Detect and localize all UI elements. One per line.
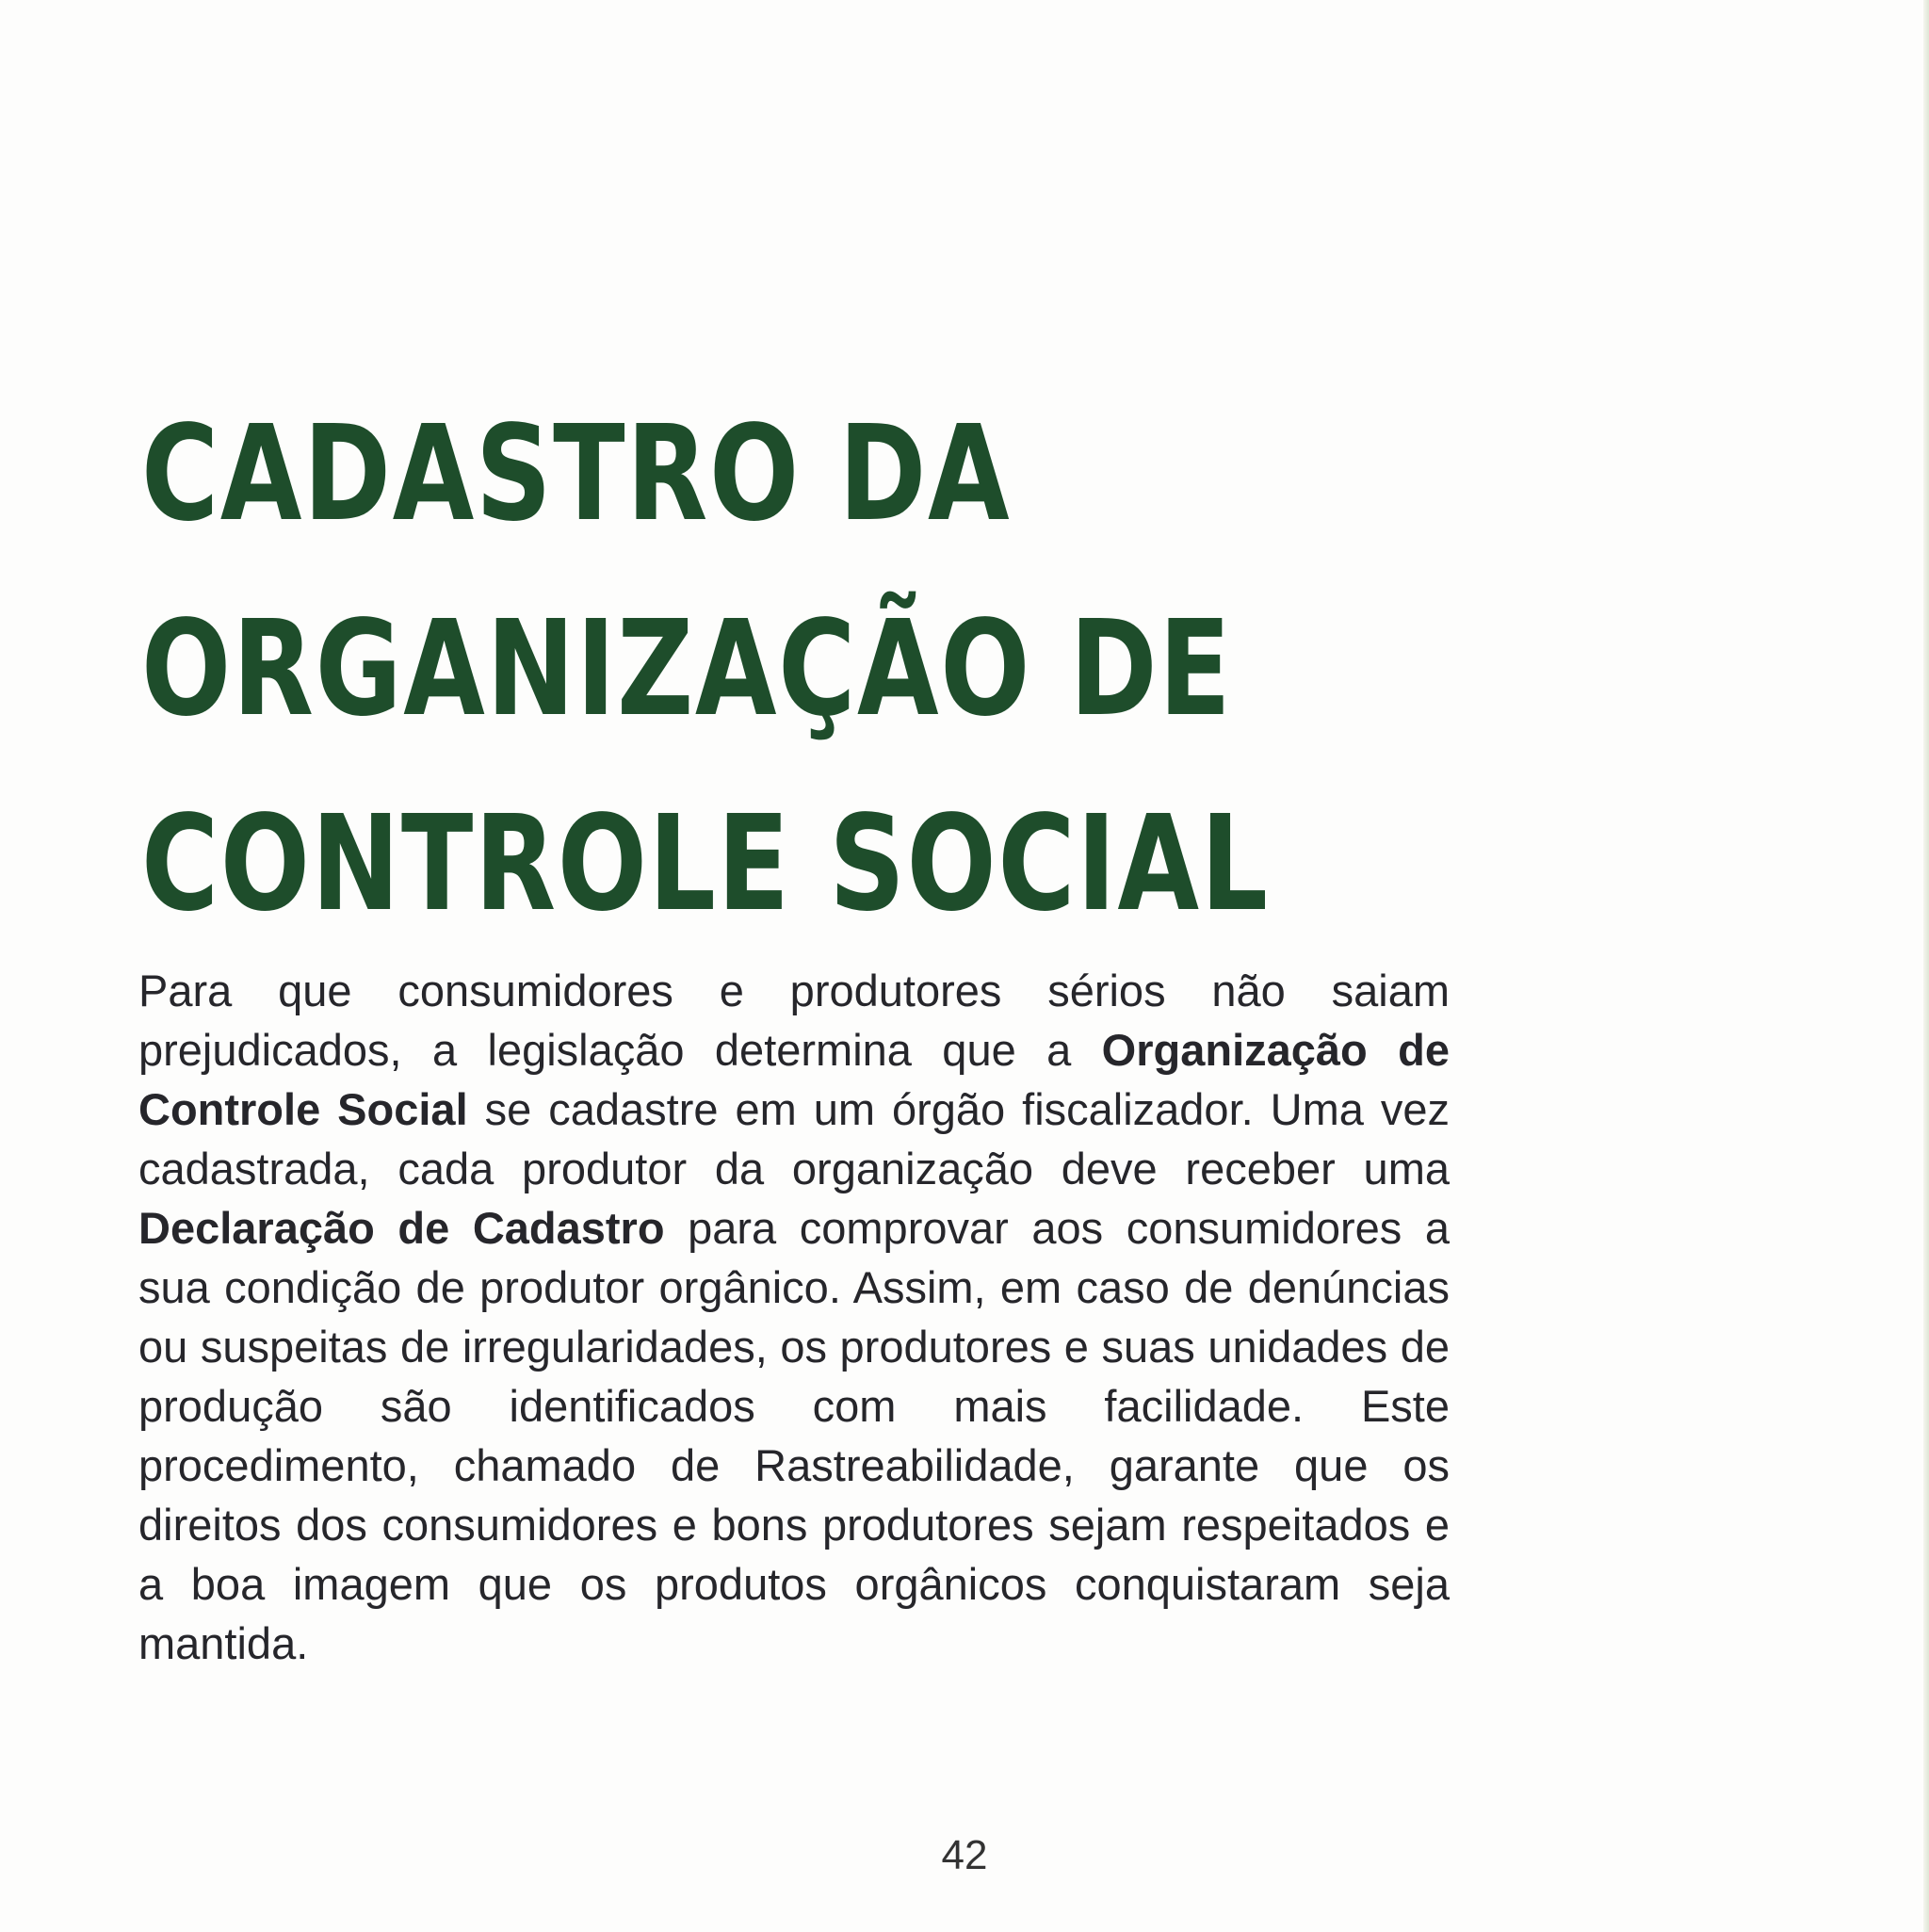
body-paragraph — [138, 961, 1450, 1673]
page-edge — [1923, 0, 1929, 1932]
page-number: 42 — [941, 1832, 988, 1878]
body-text-part-1: Para que consumidores e produtores sérios não saiam prejudicados, a legislação determina que a — [138, 966, 1450, 1075]
body-text-part-3: para comprovar aos consumidores a sua condição de produtor orgânico. Assim, em caso de denúncias ou suspeitas de irregularidades, os produtores e suas unidades de produção são identificados com mais facilidade. Este procedimento, chamado de Rastreabilidade, garante que os direitos dos consumidores e bons produtores sejam respeitados e a boa imagem que os produtos orgânicos conquistaram seja mantida. — [138, 1203, 1450, 1668]
title-line-3: CONTROLE SOCIAL — [141, 787, 1270, 941]
page-title — [141, 377, 1270, 962]
title-line-1: CADASTRO DA — [141, 398, 1012, 551]
bold-term-organizacao: Organização de Controle Social — [138, 1025, 1450, 1134]
bold-term-declaracao: Declaração de Cadastro — [138, 1203, 665, 1253]
body-text-part-2: se cadastre em um órgão fiscalizador. Uma vez cadastrada, cada produtor da organização deve receber uma — [138, 1084, 1450, 1193]
title-line-2: ORGANIZAÇÃO DE — [141, 593, 1233, 746]
